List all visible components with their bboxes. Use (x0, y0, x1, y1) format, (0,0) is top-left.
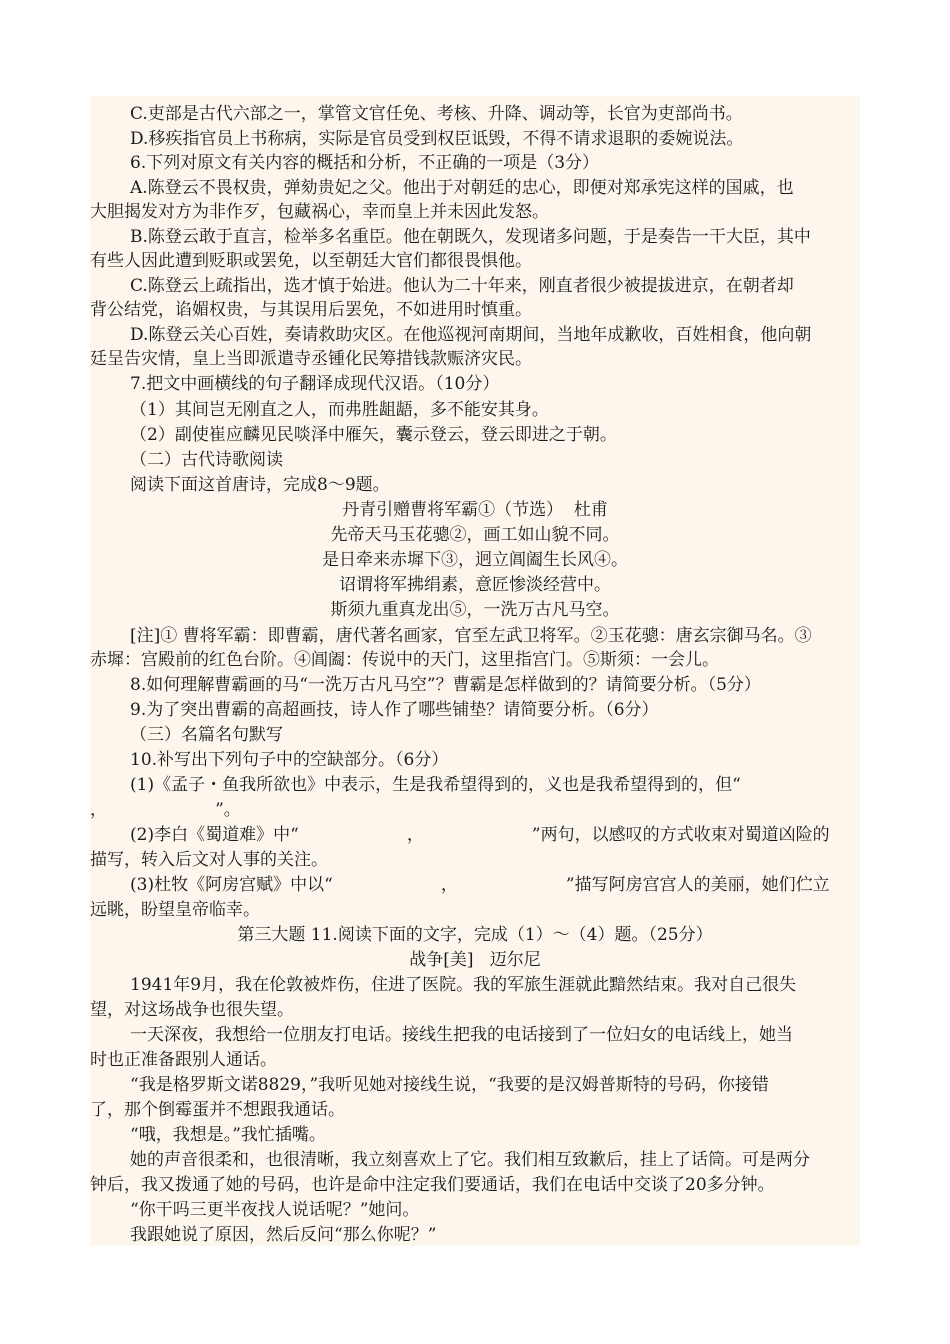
story-paragraph: 望，对这场战争也很失望。 (90, 1000, 294, 1020)
poem-notes: [注]① 曹将军霸：即曹霸，唐代著名画家，官至左武卫将军。②玉花骢：唐玄宗御马名。③ (130, 626, 812, 646)
fill-blank-1: (1)《孟子・鱼我所欲也》中表示，生是我希望得到的，义也是我希望得到的，但“ (130, 775, 741, 795)
text-line: 大胆揭发对方为非作歹，包藏祸心，幸而皇上并未因此发怒。 (90, 202, 549, 222)
text-line: 廷呈告灾情，皇上当即派遣寺丞锺化民筹措钱款赈济灾民。 (90, 349, 532, 369)
text-line: 远眺，盼望皇帝临幸。 (90, 900, 260, 920)
question-7: 7.把文中画横线的句子翻译成现代汉语。（10分） (130, 374, 500, 394)
question-9: 9.为了突出曹霸的高超画技，诗人作了哪些铺垫？请简要分析。（6分） (130, 700, 659, 720)
story-title: 战争[美] 迈尔尼 (409, 950, 541, 970)
story-paragraph: 一天深夜，我想给一位朋友打电话。接线生把我的电话接到了一位妇女的电话线上，她当 (130, 1025, 793, 1045)
option-c: C.陈登云上疏指出，选才慎于始进。他认为二十年来，刚直者很少被提拔进京，在朝者却 (130, 276, 794, 296)
text-line: D.移疾指官员上书称病，实际是官员受到权臣诋毁，不得不请求退职的委婉说法。 (130, 129, 744, 149)
story-paragraph: 她的声音很柔和，也很清晰，我立刻喜欢上了它。我们相互致歉后，挂上了话筒。可是两分 (130, 1150, 810, 1170)
fill-blank-1: ， ”。 (90, 800, 241, 820)
story-paragraph: “哦，我想是。”我忙插嘴。 (130, 1125, 326, 1145)
question-6: 6.下列对原文有关内容的概括和分析，不正确的一项是（3分） (130, 153, 600, 173)
poem-line: 是日牵来赤墀下③，迥立阊阖生长风④。 (322, 550, 628, 570)
poem-notes: 赤墀：宫殿前的红色台阶。④阊阖：传说中的天门，这里指宫门。⑤斯须：一会儿。 (90, 650, 719, 670)
fill-blank-2: (2)李白《蜀道难》中“ ， ”两句，以感叹的方式收束对蜀道凶险的 (130, 825, 830, 845)
poem-line: 诏谓将军拂绢素，意匠惨淡经营中。 (339, 575, 611, 595)
question-8: 8.如何理解曹霸画的马“一洗万古凡马空”？曹霸是怎样做到的？请简要分析。（5分） (130, 675, 761, 695)
poem-line: 先帝天马玉花骢②，画工如山貌不同。 (330, 525, 620, 545)
option-d: D.陈登云关心百姓，奏请救助灾区。在他巡视河南期间，当地年成歉收，百姓相食，他向朝 (130, 325, 812, 345)
text-line: 背公结党，谄媚权贵，与其误用后罢免，不如进用时慎重。 (90, 300, 532, 320)
fill-blank-3: (3)杜牧《阿房宫赋》中以“ ， ”描写阿房宫宫人的美丽，她们伫立 (130, 875, 830, 895)
text-line: 描写，转入后文对人事的关注。 (90, 850, 328, 870)
poem-line: 斯须九重真龙出⑤，一洗万古凡马空。 (330, 600, 620, 620)
option-a: A.陈登云不畏权贵，弹劾贵妃之父。他出于对朝廷的忠心，即便对郑承宪这样的国戚，也 (130, 178, 794, 198)
story-paragraph: 我跟她说了原因，然后反问“那么你呢？” (130, 1225, 437, 1245)
poem-title: 丹青引赠曹将军霸①（节选） 杜甫 (342, 500, 608, 520)
section-heading: （二）古代诗歌阅读 (130, 450, 283, 470)
option-b: B.陈登云敢于直言，检举多名重臣。他在朝既久，发现诸多问题，于是奏告一干大臣，其中 (130, 227, 811, 247)
story-paragraph: 1941年9月，我在伦敦被炸伤，住进了医院。我的军旅生涯就此黯然结束。我对自己很失 (130, 975, 797, 995)
text-line: 有些人因此遭到贬职或罢免，以至朝廷大官们都很畏惧他。 (90, 251, 532, 271)
translation-item-2: （2）副使崔应麟见民啖泽中雁矢，囊示登云，登云即进之于朝。 (130, 425, 617, 445)
question-10: 10.补写出下列句子中的空缺部分。（6分） (130, 750, 449, 770)
story-paragraph: 钟后，我又拨通了她的号码，也许是命中注定我们要通话，我们在电话中交谈了20多分钟。 (90, 1175, 775, 1195)
text-line: 阅读下面这首唐诗，完成8～9题。 (130, 475, 390, 495)
story-paragraph: “我是格罗斯文诺8829，”我听见她对接线生说，“我要的是汉姆普斯特的号码，你接错 (130, 1075, 769, 1095)
section-heading: （三）名篇名句默写 (130, 725, 283, 745)
document-page (90, 96, 860, 1246)
story-paragraph: “你干吗三更半夜找人说话呢？”她问。 (130, 1200, 420, 1220)
story-paragraph: 时也正准备跟别人通话。 (90, 1050, 277, 1070)
section-heading: 第三大题 11.阅读下面的文字，完成（1）～（4）题。（25分） (237, 925, 713, 945)
translation-item-1: （1）其间岂无刚直之人，而弗胜龃龉，多不能安其身。 (130, 400, 549, 420)
text-line: C.吏部是古代六部之一，掌管文官任免、考核、升降、调动等，长官为吏部尚书。 (130, 104, 743, 124)
story-paragraph: 了，那个倒霉蛋并不想跟我通话。 (90, 1100, 345, 1120)
